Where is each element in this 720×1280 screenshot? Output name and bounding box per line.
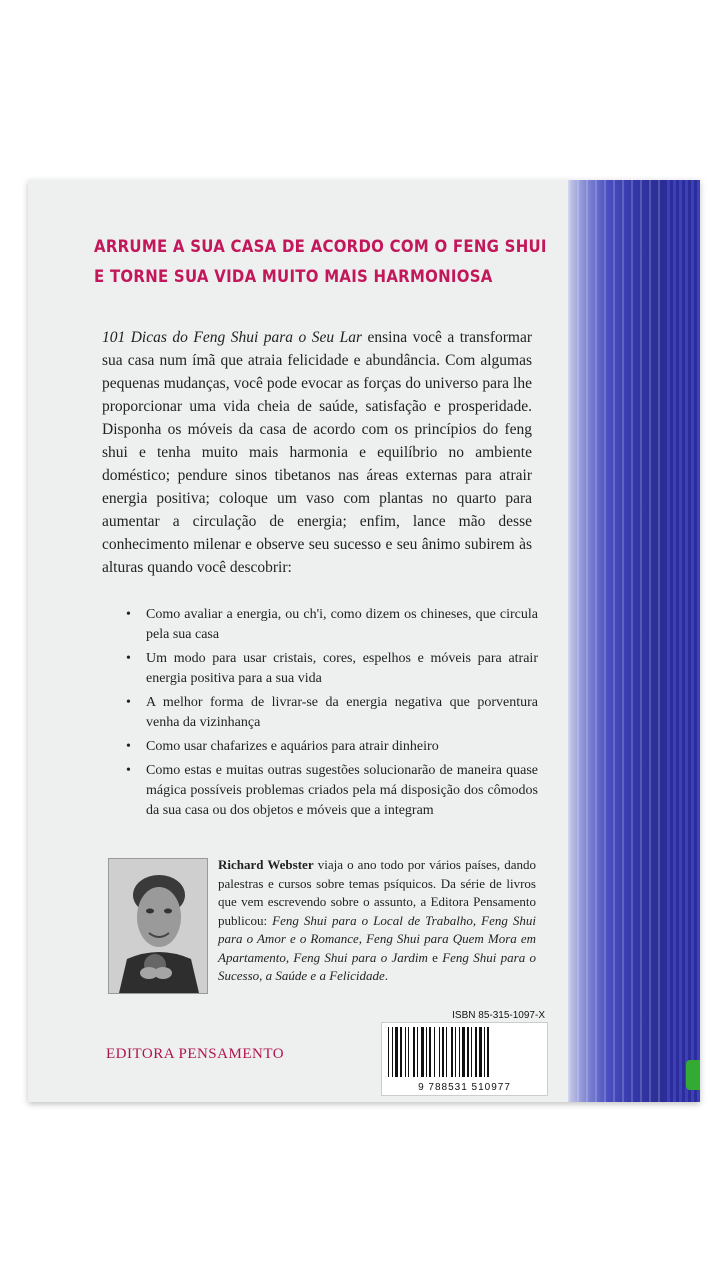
bullet-list [120, 605, 538, 825]
author-photo [108, 858, 208, 994]
bullet-item: • Um modo para usar cristais, cores, espelhos e móveis para atrair energia positiva para a sua vida [120, 649, 538, 689]
bullet-item: • Como avaliar a energia, ou ch'i, como dizem os chineses, que circula pela sua casa [120, 605, 538, 645]
barcode-number: 9 788531 510977 [418, 1082, 511, 1093]
intro-text: ensina você a transformar sua casa num ímã que atraia felicidade e abundância. Com algumas pequenas mudanças, você pode evocar as forças do universo para lhe proporcionar uma vida cheia de saúde, satisfação e prosperidade. Disponha os móveis da casa de acordo com os princípios do feng shui e tenha muito mais harmonia e equilíbrio no ambiente doméstico; pendure sinos tibetanos nas áreas externas para atrair energia positiva; coloque um vaso com plantas no quarto para aumentar a circulação de energia; enfim, lance mão desse conhecimento milenar e observe seu sucesso e seu ânimo subirem às alturas quando você descobrir: [102, 329, 532, 576]
intro-paragraph [102, 326, 532, 579]
author-bio [218, 856, 536, 986]
publisher-name: EDITORA PENSAMENTO [106, 1046, 285, 1062]
bullet-item: • A melhor forma de livrar-se da energia negativa que porventura venha da vizinhança [120, 693, 538, 733]
author-books-list-last: Feng Shui para o Sucesso, a Saúde e a Felicidade [218, 949, 536, 983]
author-bio-conjunction: e [427, 949, 443, 965]
headline [94, 232, 547, 292]
author-books-list: Feng Shui para o Local de Trabalho, Feng Shui para o Amor e o Romance, Feng Shui para Quem Mora em Apartamento, Feng Shui para o Jardim [218, 912, 536, 965]
author-bio-end: . [384, 968, 389, 983]
barcode [381, 1022, 548, 1096]
book-back-cover [28, 180, 700, 1102]
headline-line-1: ARRUME A SUA CASA DE ACORDO COM O FENG SHUI [94, 237, 547, 257]
headline-line-2: E TORNE SUA VIDA MUITO MAIS HARMONIOSA [94, 267, 493, 287]
green-tab-marker [686, 1060, 700, 1090]
book-title: 101 Dicas do Feng Shui para o Seu Lar [102, 329, 363, 346]
bullet-item: • Como usar chafarizes e aquários para atrair dinheiro [120, 737, 538, 757]
blue-stripe-decoration [568, 180, 700, 1102]
isbn: ISBN 85-315-1097-X [452, 1010, 545, 1021]
author-name: Richard Webster [218, 857, 314, 872]
barcode-bars [388, 1027, 540, 1077]
author-bio-text: viaja o ano todo por vários países, dando palestras e cursos sobre temas psíquicos. Da série de livros que vem escrevendo sobre o assunto, a Editora Pensamento publicou: [218, 857, 536, 928]
author-portrait-image [109, 859, 207, 993]
bullet-item: • Como estas e muitas outras sugestões solucionarão de maneira quase mágica possíveis problemas criados pela má disposição dos cômodos da sua casa ou dos objetos e móveis que a integram [120, 761, 538, 821]
